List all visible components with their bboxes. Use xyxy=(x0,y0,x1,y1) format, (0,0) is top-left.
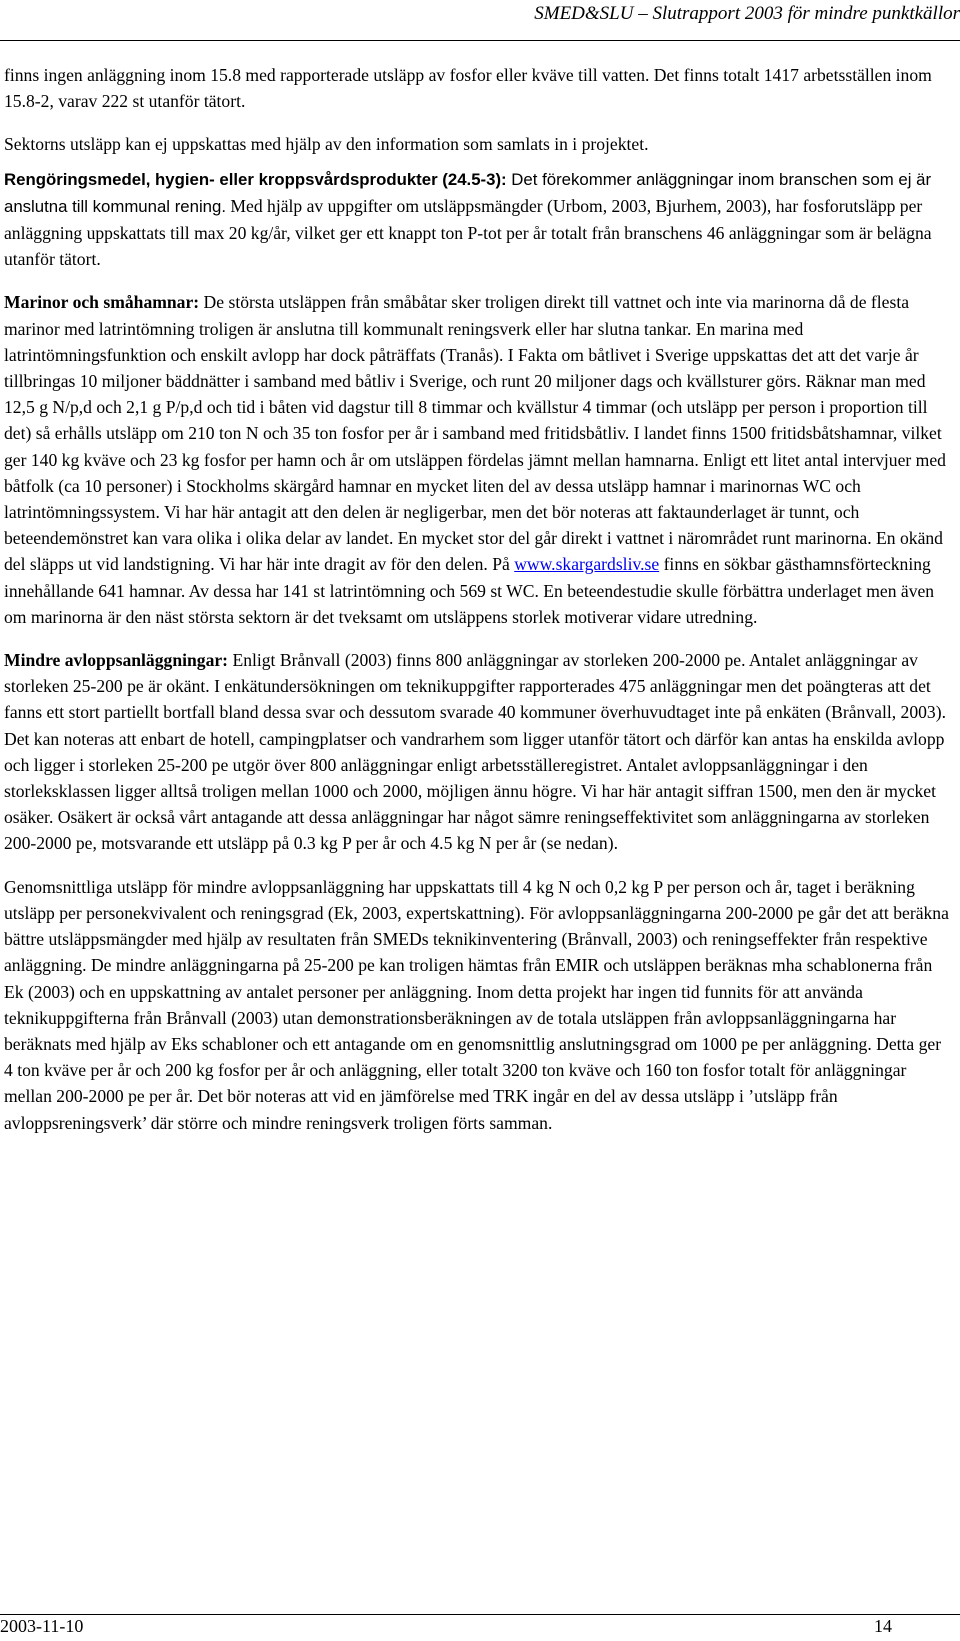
paragraph-sektorns-utslapp: Sektorns utsläpp kan ej uppskattas med hjälp av den information som samlats in i projektet. xyxy=(4,134,649,155)
paragraph-mindre-avlopp xyxy=(4,647,952,857)
header-rule xyxy=(0,40,960,41)
document-body xyxy=(4,62,952,1153)
paragraph-text: finns en sökbar gästhamnsförteckning innehållande 641 hamnar. Av dessa har 141 st latrintömning och 569 st WC. En beteendestudie skulle förbättra underlaget men även om marinorna är den näst största sektorn är det tveksamt om utsläppens storlek motiverar vidare utredning. xyxy=(4,554,935,627)
paragraph-marinor xyxy=(4,289,952,630)
paragraph-rengoringsmedel xyxy=(4,166,952,273)
paragraph-arbetsstallen: finns ingen anläggning inom 15.8 med rapporterade utsläpp av fosfor eller kväve till vatten. Det finns totalt 1417 arbetsställen inom 15.8-2, varav 222 st utanför tätort. xyxy=(4,65,932,112)
page-header xyxy=(0,0,960,42)
header-title: SMED&SLU – Slutrapport 2003 för mindre punktkällor xyxy=(534,3,960,24)
page-number: 14 xyxy=(874,1616,892,1636)
footer-date: 2003-11-10 xyxy=(0,1616,84,1636)
paragraph-text: Enligt Brånvall (2003) finns 800 anläggningar av storleken 200-2000 pe. Antalet anläggningar av storleken 25-200 pe är okänt. I enkätundersökningen om teknikuppgifter rapporterades 475 anläggningar men det poängteras att det fanns ett stort partiellt bortfall bland dessa svar och dessutom svarade 40 kommuner överhuvudtaget inte på enkäten (Brånvall, 2003). Det kan noteras att enbart de hotell, campingplatser och vandrarhem som ligger utanför tätort och därför kan antas ha enskilda avlopp och ligger i storleken 25-200 pe utgör över 800 anläggningar enligt arbetsställeregistret. Antalet avloppsanläggningar i den storleksklassen ligger alltså troligen mellan 1000 och 2000, möjligen ännu högre. Vi har här antagit siffran 1500, men den är mycket osäker. Osäkert är också vårt antagande att dessa anläggningar har något sämre reningseffektivitet som anläggningarna av storleken 200-2000 pe, motsvarande ett utsläpp på 0.3 kg P per år och 4.5 kg N per år (se nedan). xyxy=(4,650,946,854)
section-lead-mindre-avlopp: Mindre avloppsanläggningar: xyxy=(4,650,229,671)
paragraph-text: Med hjälp av uppgifter om utsläppsmängder (Urbom, 2003, Bjurhem, 2003), har fosforutsläpp per anläggning uppskattats till max 20 kg/år, vilket ger ett knappt ton P-tot per år totalt från branschens 46 anläggningar som är belägna utanför tätort. xyxy=(4,195,932,270)
page-footer xyxy=(0,1614,960,1641)
skargardsliv-link[interactable]: www.skargardsliv.se xyxy=(514,554,660,575)
footer-rule xyxy=(0,1614,960,1615)
paragraph-text: Det förekommer anläggningar inom branschen som ej är anslutna till kommunal rening. xyxy=(4,169,932,216)
section-lead-rengoringsmedel: Rengöringsmedel, hygien- eller kroppsvårdsprodukter (24.5-3): xyxy=(4,169,507,189)
section-lead-marinor: Marinor och småhamnar: xyxy=(4,292,200,313)
paragraph-genomsnittliga-utslapp: Genomsnittliga utsläpp för mindre avloppsanläggning har uppskattats till 4 kg N och 0,2 kg P per person och år, taget i beräkning utsläpp per personekvivalent och reningsgrad (Ek, 2003, expertskattning). För avloppsanläggningarna 200-2000 pe går det att beräkna bättre utsläppsmängder med hjälp av resultaten från SMEDs teknikinventering (Brånvall, 2003) och reningseffekter från respektive anläggning. De mindre anläggningarna på 25-200 pe kan troligen hämtas från EMIR och utsläppen beräknas mha schablonerna från Ek (2003) och en uppskattning av antalet personer per anläggning. Inom detta projekt har ingen tid funnits för att använda teknikuppgifterna från Brånvall (2003) utan demonstrationsberäkningen av de totala utsläppen från avloppsanläggningarna har beräknats med hjälp av Eks schabloner och ett antagande om en genomsnittlig anslutningsgrad om 1000 pe per anläggning. Detta ger 4 ton kväve per år och 200 kg fosfor per år och anläggning, eller totalt 3200 ton kväve och 160 ton fosfor totalt för anläggningar mellan 200-2000 pe per år. Det bör noteras att vid en jämförelse med TRK ingår en del av dessa utsläpp i ’utsläpp från avloppsreningsverk’ där större och mindre reningsverk troligen förts samman. xyxy=(4,876,949,1133)
paragraph-text: De största utsläppen från småbåtar sker troligen direkt till vattnet och inte via marinorna då de flesta marinor med latrintömning troligen är anslutna till kommunalt reningsverk eller har slutna tankar. En marina med latrintömningsfunktion och enskilt avlopp har dock påträffats (Tranås). I Fakta om båtlivet i Sverige uppskattas det att det varje år tillbringas 10 miljoner bäddnätter i samband med båtliv i Sverige, och runt 20 miljoner dags och kvällsturer görs. Räknar man med 12,5 g N/p,d och 2,1 g P/p,d och tid i båten vid dagstur till 8 timmar och kvällstur 4 timmar (och utsläpp per person i proportion till det) så erhålls utsläpp om 210 ton N och 35 ton fosfor per år i samband med fritidsbåtliv. I landet finns 1500 fritidsbåtshamnar, vilket ger 140 kg kväve och 23 kg fosfor per hamn och år om utsläppen fördelas jämnt mellan hamnarna. Enligt ett litet antal intervjuer med båtfolk (ca 10 personer) i Stockholms skärgård hamnar en mycket liten del av dessa utsläpp hamnar i marinornas WC och latrintömningssystem. Vi har här antagit att den delen är negligerbar, men det bör noteras att faktaunderlaget är tunnt, och beteendemönstret kan vara olika i olika delar av landet. En mycket stor del går direkt i vattnet i närområdet runt marinorna. En okänd del släpps ut vid landstigning. Vi har här inte dragit av för den delen. På xyxy=(4,292,946,575)
